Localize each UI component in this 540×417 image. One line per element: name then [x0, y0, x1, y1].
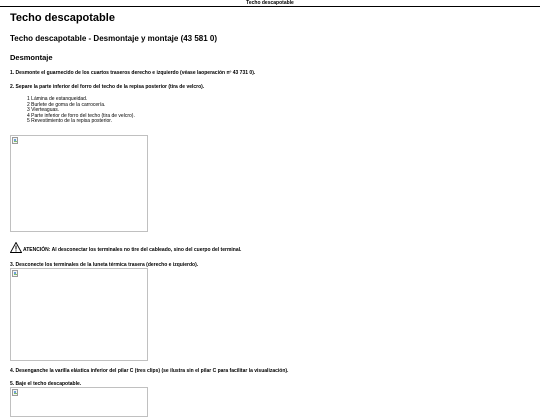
legend-item: 5 Revestimiento de la repisa posterior. [27, 118, 113, 124]
warning-text: ATENCIÓN: Al desconectar los terminales no tire del cableado, sino del cuerpo del terminal. [23, 247, 242, 253]
page-title: Techo descapotable [10, 12, 115, 24]
legend-item: 3 Vierteaguas. [27, 107, 60, 113]
legend-item: 2 Burlete de goma de la carrocería. [27, 101, 106, 108]
figure-image-2 [10, 268, 148, 361]
step-4: 4. Desenganche la varilla elástica inferior del pilar C (tres clips) (se ilustra sin el pilar C para facilitar la visualización). [10, 368, 289, 374]
legend-item: 4 Parte inferior de forro del techo (tira de velcro). [27, 112, 135, 119]
step-5: 5. Baje el techo descapotable. [10, 381, 82, 387]
broken-image-icon [12, 389, 18, 396]
figure-image-3 [10, 387, 148, 417]
figure-legend [27, 97, 135, 125]
step-2: 2. Separe la parte inferior del forro del techo de la repisa posterior (tira de velcro). [10, 84, 205, 90]
broken-image-icon [12, 137, 18, 144]
warning-triangle-icon [10, 242, 22, 253]
legend-item: 1 Lámina de estanqueidad. [27, 96, 88, 102]
step-1: 1. Desmonte el guarnecido de los cuartos traseros derecho e izquierdo (véase laoperación nº 43 731 0). [10, 70, 256, 76]
broken-image-icon [12, 270, 18, 277]
figure-image-1 [10, 135, 148, 232]
running-header: Techo descapotable [0, 0, 540, 7]
section-heading: Desmontaje [10, 53, 53, 62]
procedure-title: Techo descapotable - Desmontaje y montaje (43 581 0) [10, 34, 218, 43]
step-3: 3. Desconecte los terminales de la luneta térmica trasera (derecho e izquierdo). [10, 262, 199, 268]
